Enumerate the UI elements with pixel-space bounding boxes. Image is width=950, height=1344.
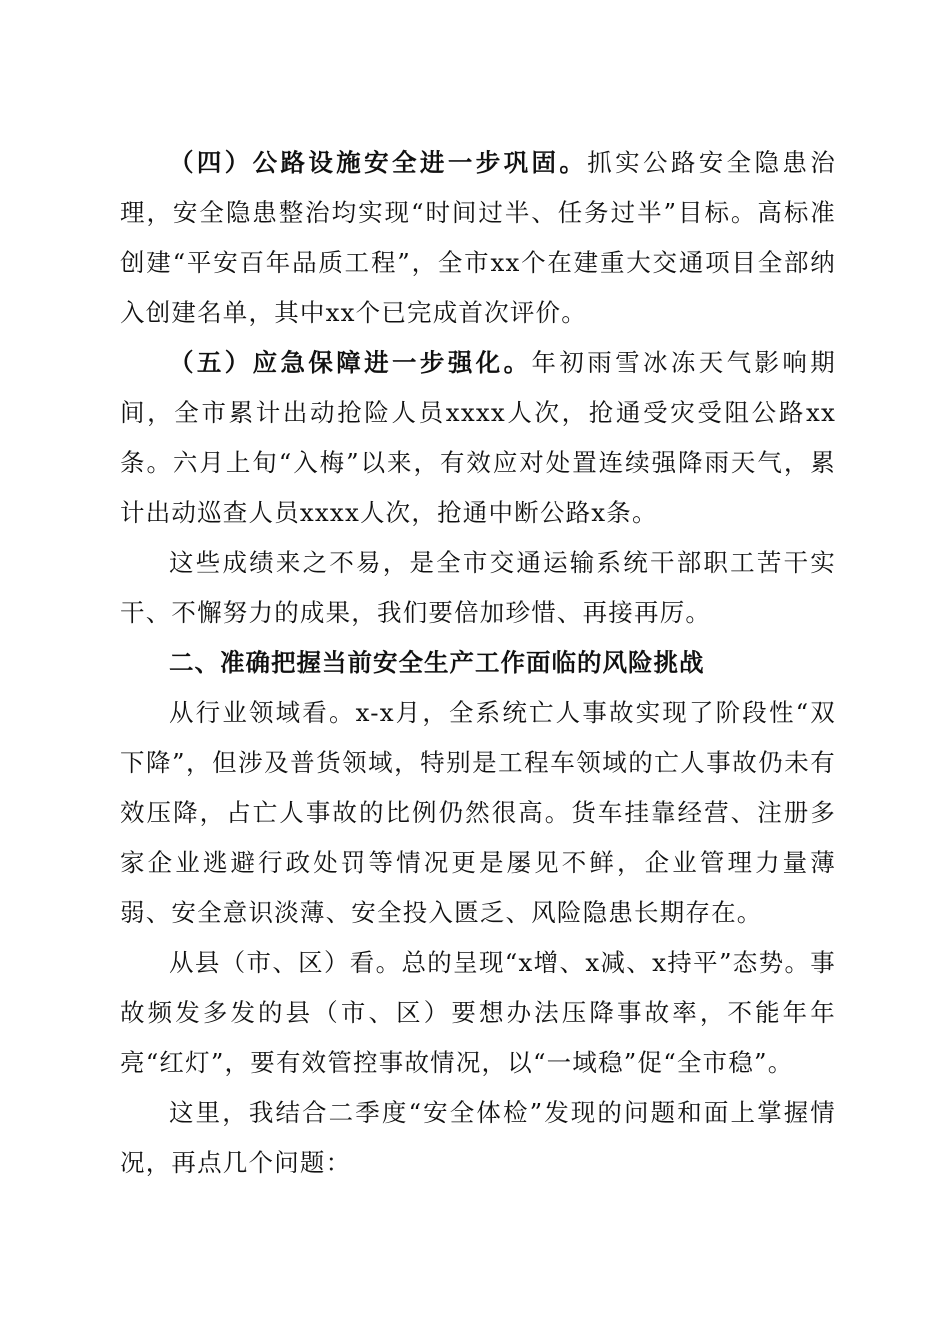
paragraph-emergency-support <box>120 338 836 538</box>
paragraph-lead: （四）公路设施安全进一步巩固。 <box>169 148 588 177</box>
paragraph-text: 抓实公路安全隐患治理，安全隐患整治均实现“时间过半、任务过半”目标。高标准创建“平安百年品质工程”，全市xx个在建重大交通项目全部纳入创建名单，其中xx个已完成首次评价。 <box>120 148 836 327</box>
paragraph-achievements <box>120 538 836 638</box>
paragraph-industry-view <box>120 688 836 938</box>
paragraph-text: 从行业领域看。x-x月，全系统亡人事故实现了阶段性“双下降”，但涉及普货领域，特别是工程车领域的亡人事故仍未有效压降，占亡人事故的比例仍然很高。货车挂靠经营、注册多家企业逃避行政处罚等情况更是屡见不鲜，企业管理力量薄弱、安全意识淡薄、安全投入匮乏、风险隐患长期存在。 <box>120 698 836 927</box>
paragraph-text: 这里，我结合二季度“安全体检”发现的问题和面上掌握情况，再点几个问题： <box>120 1098 836 1177</box>
paragraph-text: 从县（市、区）看。总的呈现“x增、x减、x持平”态势。事故频发多发的县（市、区）要想办法压降事故率，不能年年亮“红灯”，要有效管控事故情况，以“一域稳”促“全市稳”。 <box>120 948 836 1077</box>
document-body <box>120 138 836 1188</box>
paragraph-lead: （五）应急保障进一步强化。 <box>169 348 532 377</box>
paragraph-text: 这些成绩来之不易，是全市交通运输系统干部职工苦干实干、不懈努力的成果，我们要倍加珍惜、再接再厉。 <box>120 548 836 627</box>
paragraph-issues-intro <box>120 1088 836 1188</box>
section-heading: 二、准确把握当前安全生产工作面临的风险挑战 <box>169 648 705 677</box>
paragraph-highway-safety <box>120 138 836 338</box>
paragraph-county-view <box>120 938 836 1088</box>
paragraph-text: 年初雨雪冰冻天气影响期间，全市累计出动抢险人员xxxx人次，抢通受灾受阻公路xx条。六月上旬“入梅”以来，有效应对处置连续强降雨天气，累计出动巡查人员xxxx人次，抢通中断公路x条。 <box>120 348 836 527</box>
